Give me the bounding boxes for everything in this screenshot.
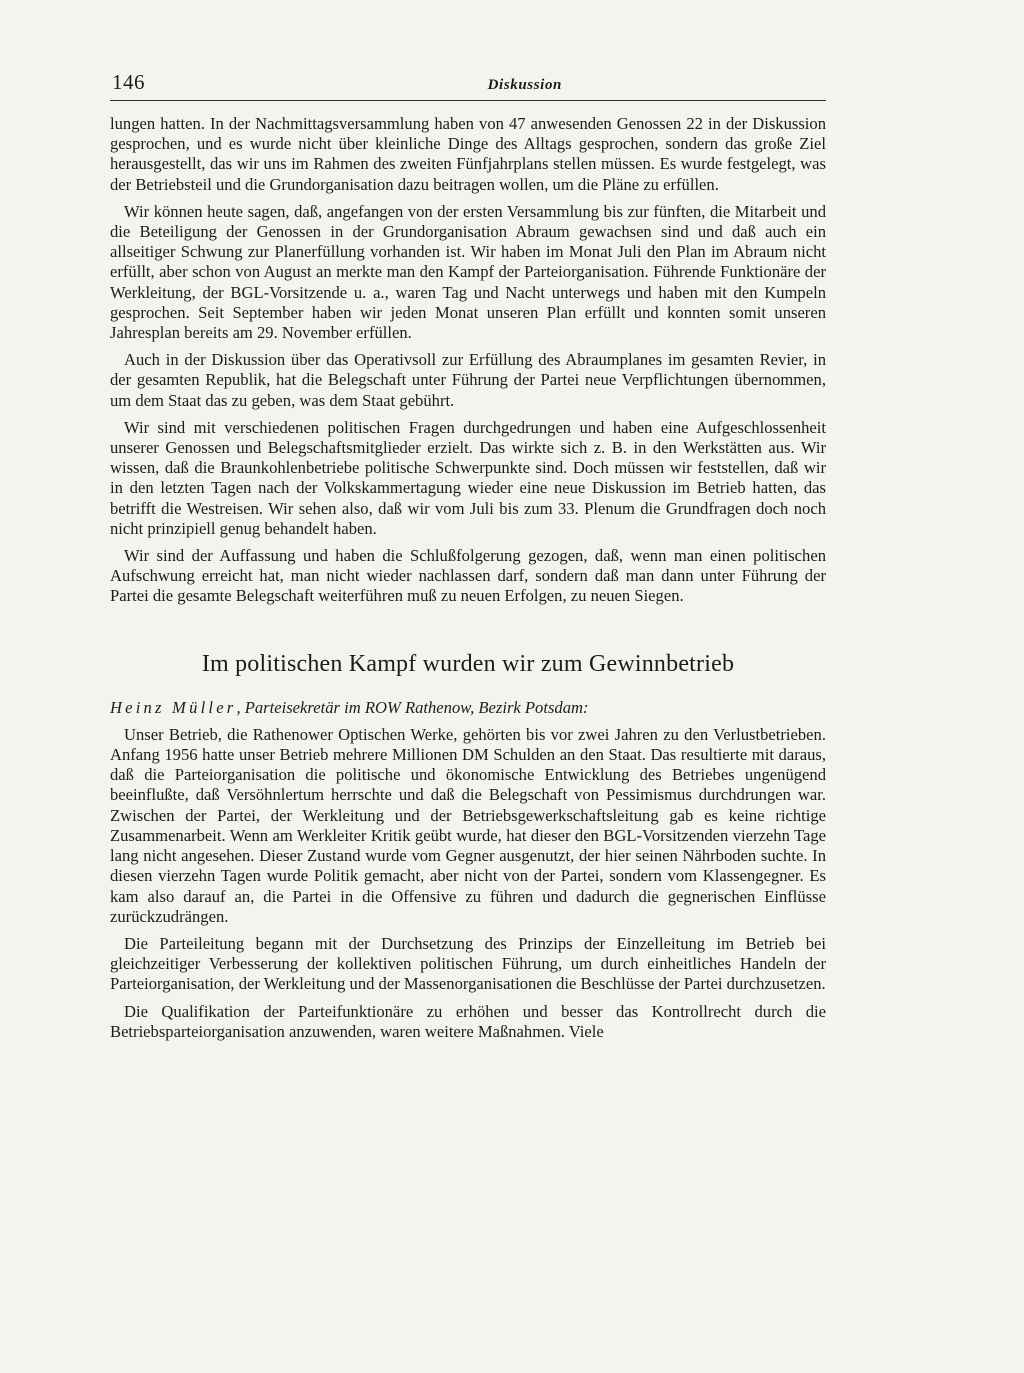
- paragraph: Wir sind der Auffassung und haben die Schlußfolgerung gezogen, daß, wenn man einen politischen Aufschwung erreicht hat, man nicht wieder nachlassen darf, sondern daß man dann unter Führung der Partei die gesamte Belegschaft weiterführen muß zu neuen Erfolgen, zu neuen Siegen.: [110, 546, 826, 606]
- book-page: [110, 70, 826, 1049]
- body-text: [110, 114, 826, 1042]
- speaker-line: [110, 698, 826, 718]
- page-header: [110, 70, 826, 101]
- paragraph: Wir sind mit verschiedenen politischen Fragen durchgedrungen und haben eine Aufgeschlossenheit unserer Genossen und Belegschaftsmitglieder erzielt. Das wirkte sich z. B. in den Werkstätten aus. Wir wissen, daß die Braunkohlenbetriebe politische Schwerpunkte sind. Doch müssen wir feststellen, daß wir in den letzten Tagen nach der Volkskammertagung wieder eine neue Diskussion im Betrieb hatten, das betrifft die Westreisen. Wir sehen also, daß wir vom Juli bis zum 33. Plenum die Grundfragen doch noch nicht prinzipiell genug behandelt haben.: [110, 417, 826, 538]
- page-number: 146: [112, 70, 145, 94]
- running-title: Diskussion: [487, 77, 562, 93]
- paragraph: Die Qualifikation der Parteifunktionäre zu erhöhen und besser das Kontrollrecht durch die Betriebsparteiorganisation anzuwenden, waren weitere Maßnahmen. Viele: [110, 1001, 826, 1041]
- paragraph: Unser Betrieb, die Rathenower Optischen Werke, gehörten bis vor zwei Jahren zu den Verlustbetrieben. Anfang 1956 hatte unser Betrieb mehrere Millionen DM Schulden an den Staat. Das resultierte mit daraus, daß die Parteiorganisation die politische und ökonomische Entwicklung des Betriebes ungenügend beeinflußte, daß Versöhnlertum herrschte und daß die Belegschaft von Pessimismus durchdrungen war. Zwischen der Partei, der Werkleitung und der Betriebsgewerkschaftsleitung gab es keine richtige Zusammenarbeit. Wenn am Werkleiter Kritik geübt wurde, hat dieser den BGL-Vorsitzenden vierzehn Tage lang nicht angesehen. Dieser Zustand wurde vom Gegner ausgenutzt, der hier seinen Nährboden suchte. In diesen vierzehn Tagen wurde Politik gemacht, aber nicht von der Partei, sondern vom Klassengegner. Es kam also darauf an, die Partei in die Offensive zu führen und dadurch die gegnerischen Einflüsse zurückzudrängen.: [110, 724, 826, 926]
- paragraph: lungen hatten. In der Nachmittagsversammlung haben von 47 anwesenden Genossen 22 in der Diskussion gesprochen, und es wurde nicht über kleinliche Dinge des Alltags gesprochen, sondern das große Ziel herausgestellt, das wir uns im Rahmen des zweiten Fünfjahrplans stellen müssen. Es wurde festgelegt, was der Betriebsteil und die Grundorganisation dazu beitragen wollen, um die Pläne zu erfüllen.: [110, 114, 826, 194]
- speaker-role: , Parteisekretär im ROW Rathenow, Bezirk Potsdam:: [236, 697, 589, 717]
- paragraph: Die Parteileitung begann mit der Durchsetzung des Prinzips der Einzelleitung im Betrieb bei gleichzeitiger Verbesserung der kollektiven politischen Führung, um durch einheitliches Handeln der Parteiorganisation, der Werkleitung und der Massenorganisationen die Beschlüsse der Partei durchzusetzen.: [110, 933, 826, 994]
- section-heading: Im politischen Kampf wurden wir zum Gewinnbetrieb: [201, 650, 735, 677]
- section-gewinnbetrieb: [110, 651, 826, 1042]
- section-continued-discussion: [110, 114, 826, 607]
- paragraph: Auch in der Diskussion über das Operativsoll zur Erfüllung des Abraumplanes im gesamten Revier, in der gesamten Republik, hat die Belegschaft unter Führung der Partei neue Verpflichtungen übernommen, um dem Staat das zu geben, was dem Staat gebührt.: [110, 350, 826, 410]
- paragraph: Wir können heute sagen, daß, angefangen von der ersten Versammlung bis zur fünften, die Mitarbeit und die Beteiligung der Genossen in der Grundorganisation Abraum gewachsen sind und daß auch ein allseitiger Schwung zur Planerfüllung vorhanden ist. Wir haben im Monat Juli den Plan im Abraum nicht erfüllt, aber schon von August an merkte man den Kampf der Parteiorganisation. Führende Funktionäre der Werkleitung, der BGL-Vorsitzende u. a., waren Tag und Nacht unterwegs und haben mit den Kumpeln gesprochen. Seit September haben wir jeden Monat unseren Plan erfüllt und konnten somit unseren Jahresplan bereits am 29. November erfüllen.: [110, 201, 826, 343]
- speaker-name: Heinz Müller: [110, 697, 237, 717]
